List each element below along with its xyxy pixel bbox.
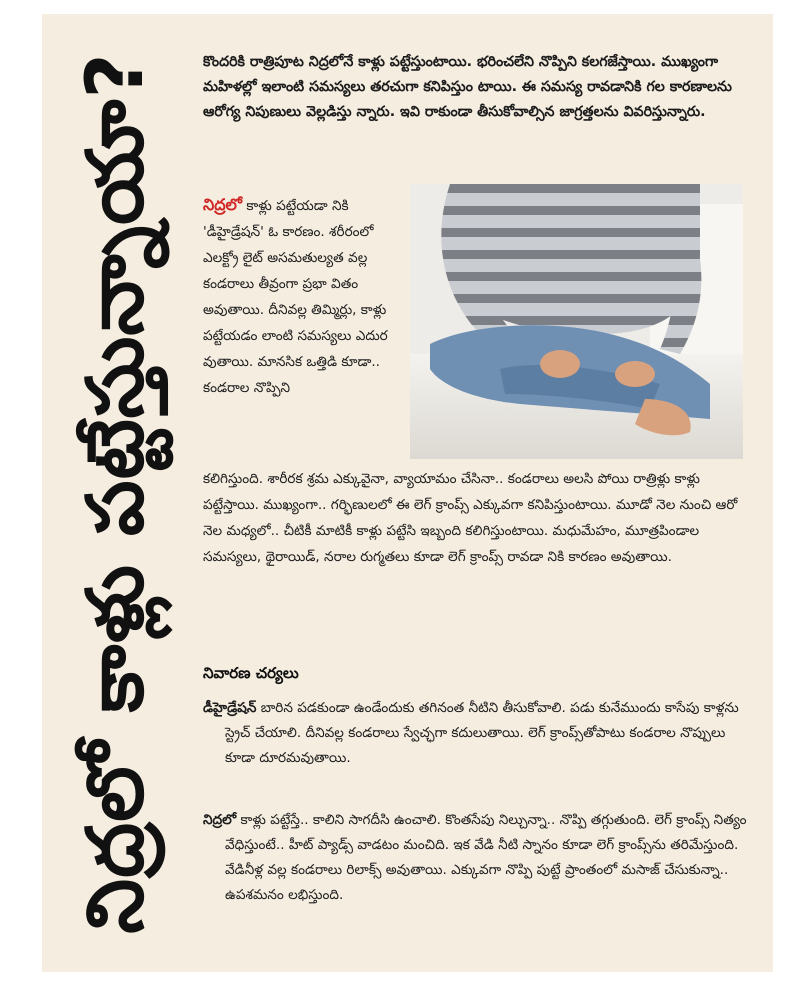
prevention-item [203,696,751,771]
prevention-item-lead: నిద్రలో [203,812,237,828]
intro-paragraph: కొందరికి రాత్రిపూట నిద్రలోనే కాళ్లు పట్టేస్తుంటాయి. భరించలేని నొప్పిని కలగజేస్తాయి. ముఖ్యంగా మహిళల్లో ఇలాంటి సమస్యలు తరచుగా కనిపిస్తుం టాయి. ఈ సమస్య రావడానికి గల కారణాలను ఆరోగ్య నిపుణులు వెల్లడిస్తు న్నారు. ఇవి రాకుండా తీసుకోవాల్సిన జాగ్రత్తలను వివరిస్తున్నారు. [203,54,732,120]
column-paragraph [203,192,403,401]
full-width-paragraph: కలిగిస్తుంది. శారీరక శ్రమ ఎక్కువైనా, వ్యాయామం చేసినా.. కండరాలు అలసి పోయి రాత్రిళ్లు కాళ్లు పట్టేస్తాయి. ముఖ్యంగా.. గర్భిణులలో ఈ లెగ్ క్రాంప్స్ ఎక్కువగా కనిపిస్తుంటాయి. మూడో నెల నుంచి ఆరో నెల మధ్యలో.. చీటికీ మాటికీ కాళ్లు పట్టేసి ఇబ్బంది కలిగిస్తుంటాయి. మధుమేహం, మూత్రపిండాల సమస్యలు, థైరాయిడ్, నరాల రుగ్మతలు కూడా లెగ్ క్రాంప్స్ రావడా నికి కారణం అవుతాయి. [203,471,738,565]
prevention-item [203,808,751,908]
article-photo [410,184,743,459]
vertical-title-area [42,14,190,972]
prevention-item-lead: డీహైడ్రేషన్ [203,700,257,716]
pregnant-woman-illustration [410,184,743,459]
column-text: కాళ్లు పట్టేయడా నికి 'డీహైడ్రేషన్' ఓ కారణం. శరీరంలో ఎలక్ట్రో లైట్ అసమతుల్యత వల్ల కండరాలు తీవ్రంగా ప్రభా వితం అవుతాయి. దీనివల్ల తిమ్మిర్లు, కాళ్లు పట్టేయడం లాంటి సమస్యలు ఎదుర వుతాయి. మానసిక ఒత్తిడి కూడా.. కండరాల నొప్పిని [203,198,388,396]
prevention-item-text: కాళ్లు పట్టేస్తే.. కాలిని సాగదీసి ఉంచాలి. కొంతసేపు నిల్చున్నా.. నొప్పి తగ్గుతుంది. లెగ్ క్రాంప్స్ నిత్యం వేధిస్తుంటే.. హీట్ ప్యాడ్స్ వాడటం మంచిది. ఇక వేడి నీటి స్నానం కూడా లెగ్ క్రాంప్స్‌ను తరిమేస్తుంది. వేడినీళ్ల వల్ల కండరాలు రిలాక్స్ అవుతాయి. ఎక్కువగా నొప్పి పుట్టే ప్రాంతంలో మసాజ్ చేసుకున్నా.. ఉపశమనం లభిస్తుంది. [225,812,747,903]
prevention-item-text: బారిన పడకుండా ఉండేందుకు తగినంత నీటిని తీసుకోవాలి. పడు కునేముందు కాసేపు కాళ్లను స్ట్రెచ్ చేయాలి. దీనివల్ల కండరాలు స్వేచ్ఛగా కదులుతాయి. లెగ్ క్రాంప్స్‌తోపాటు కండరాల నొప్పులు కూడా దూరమవుతాయి. [225,700,739,766]
prevention-heading: నివారణ చర్యలు [203,664,299,682]
lead-word: నిద్రలో [203,195,242,214]
article-title: నిద్రలో కాళ్లు పట్టేస్తున్నాయా? [71,52,161,934]
